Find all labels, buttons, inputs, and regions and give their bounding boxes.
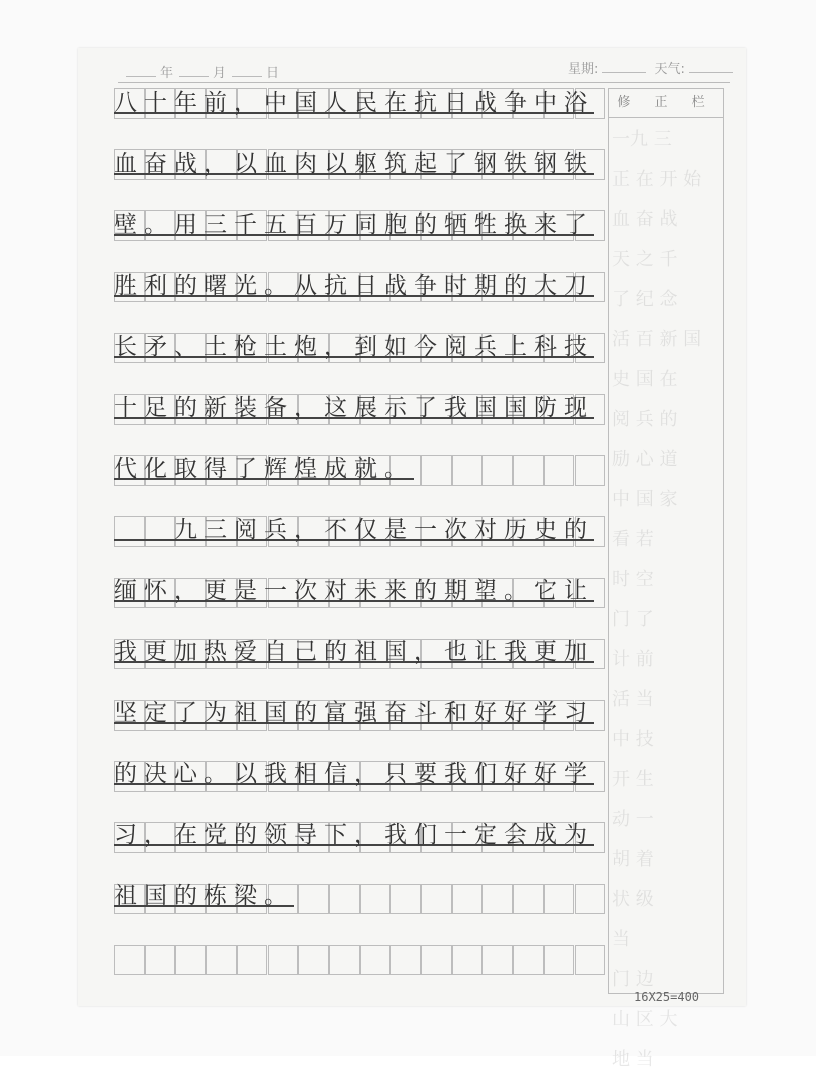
- essay-line: 壁。用三千五百万同胞的牺牲换来了: [114, 212, 594, 238]
- weekday-weather-field: [568, 58, 737, 77]
- essay-line: 八十年前，中国人民在抗日战争中浴: [114, 90, 594, 116]
- grid-cell: [482, 884, 513, 915]
- grid-cell: [206, 945, 237, 976]
- grid-cell: [544, 945, 575, 976]
- grid-cell: [421, 884, 452, 915]
- grid-cell: [452, 945, 483, 976]
- grid-cell: [513, 945, 544, 976]
- grid-cell: [175, 945, 206, 976]
- grid-cell: [513, 455, 544, 486]
- grid-cell: [544, 884, 575, 915]
- grid-cell: [575, 945, 606, 976]
- grid-cell: [329, 884, 360, 915]
- grid-cell: [360, 884, 391, 915]
- grid-cell: [513, 884, 544, 915]
- essay-line: 十足的新装备，这展示了我国国防现: [114, 395, 594, 421]
- grid-cell: [298, 884, 329, 915]
- grid-cell: [329, 945, 360, 976]
- essay-line: 缅怀，更是一次对未来的期望。它让: [114, 578, 594, 604]
- essay-line: 代化取得了辉煌成就。: [114, 456, 414, 482]
- grid-cell: [452, 455, 483, 486]
- weather-label: 天气:: [654, 62, 685, 77]
- grid-cell: [575, 455, 606, 486]
- grid-cell: [298, 945, 329, 976]
- correction-column-title: 修 正 栏: [608, 88, 724, 118]
- essay-line: 习，在党的领导下，我们一定会成为: [114, 822, 594, 848]
- essay-line: 的决心。以我相信，只要我们好好学: [114, 761, 594, 787]
- year-label: 年: [160, 66, 176, 81]
- essay-line: 长矛、土枪土炮，到如今阅兵上科技: [114, 334, 594, 360]
- grid-cell: [421, 945, 452, 976]
- grid-cell: [482, 455, 513, 486]
- bleed-through-texture: 山 区 大 地 当: [612, 1009, 678, 1070]
- grid-cell: [237, 945, 268, 976]
- essay-line: 九三阅兵，不仅是一次对历史的: [114, 517, 594, 543]
- grid-cell: [452, 884, 483, 915]
- header-rule: [118, 82, 730, 83]
- essay-line: 祖国的栋梁。: [114, 883, 294, 909]
- grid-cell: [390, 945, 421, 976]
- month-label: 月: [213, 66, 229, 81]
- grid-cell: [360, 945, 391, 976]
- grid-cell: [544, 455, 575, 486]
- essay-line: 坚定了为祖国的富强奋斗和好好学习: [114, 700, 594, 726]
- grid-cell: [390, 884, 421, 915]
- grid-cell: [145, 945, 176, 976]
- weekday-label: 星期:: [568, 62, 599, 77]
- date-field: [122, 62, 281, 81]
- grid-cell: [114, 945, 145, 976]
- grid-cell: [268, 945, 299, 976]
- day-label: 日: [266, 66, 282, 81]
- grid-cell: [575, 884, 606, 915]
- grid-cell: [482, 945, 513, 976]
- grid-cell: [421, 455, 452, 486]
- essay-line: 胜利的曙光。从抗日战争时期的大刀: [114, 273, 594, 299]
- essay-line: 我更加热爱自己的祖国，也让我更加: [114, 639, 594, 665]
- essay-line: 血奋战，以血肉以躯筑起了钢铁钢铁: [114, 151, 594, 177]
- grid-spec-label: 16X25=400: [634, 990, 700, 1004]
